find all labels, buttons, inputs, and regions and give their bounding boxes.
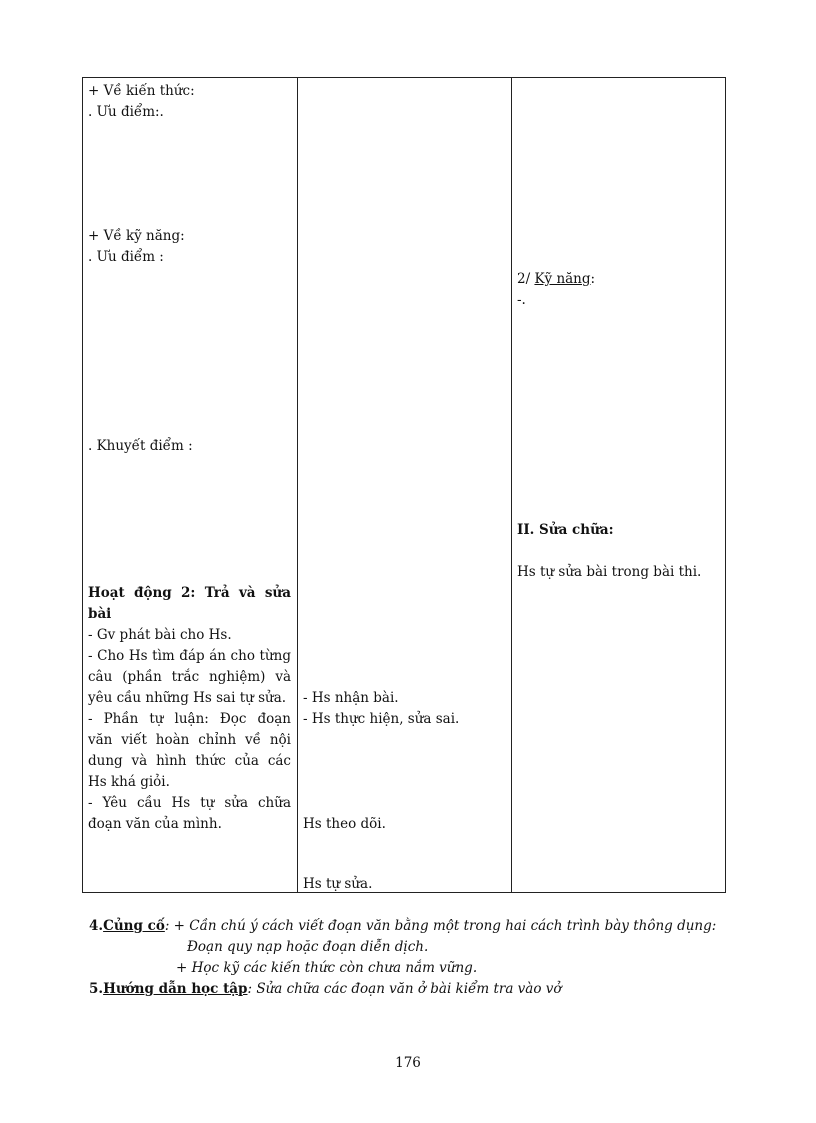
activity-line: yêu cầu những Hs sai tự sửa. xyxy=(88,690,287,706)
activity-line: đoạn văn của mình. xyxy=(88,816,222,832)
hs-theo-doi: Hs theo dõi. xyxy=(303,816,386,832)
ky-nang-heading: 2/ Kỹ năng: xyxy=(517,271,596,287)
activity-line: Hs khá giỏi. xyxy=(88,774,170,790)
activity-line: - Yêu cầu Hs tự sửa chữa xyxy=(88,795,291,811)
huong-dan-line: 5.Hướng dẫn học tập: Sửa chữa các đoạn văn ở bài kiểm tra vào vở xyxy=(89,981,562,997)
column-divider-1 xyxy=(297,78,298,892)
hoat-dong-2-heading: Hoạt động 2: Trả và sửa xyxy=(88,585,291,601)
activity-line: dung và hình thức của các xyxy=(88,753,291,769)
hs-nhan-bai: - Hs nhận bài. xyxy=(303,690,399,706)
uu-diem-ky-nang: . Ưu điểm : xyxy=(88,249,164,265)
ve-kien-thuc-heading: + Về kiến thức: xyxy=(88,83,195,99)
column-divider-2 xyxy=(511,78,512,892)
cung-co-line: 4.Củng cố: + Cần chú ý cách viết đoạn văn bằng một trong hai cách trình bày thông dụng: xyxy=(89,918,717,934)
sua-chua-heading: II. Sửa chữa: xyxy=(517,522,614,538)
activity-line: câu (phần trắc nghiệm) và xyxy=(88,669,291,685)
hoat-dong-2-heading-cont: bài xyxy=(88,606,112,622)
page-number: 176 xyxy=(395,1055,421,1071)
ky-nang-dash: -. xyxy=(517,292,526,308)
hs-tu-sua: Hs tự sửa. xyxy=(303,876,373,892)
sua-chua-text: Hs tự sửa bài trong bài thi. xyxy=(517,564,702,580)
activity-line: văn viết hoàn chỉnh về nội xyxy=(88,732,291,748)
activity-line: - Gv phát bài cho Hs. xyxy=(88,627,232,643)
cung-co-label: Củng cố xyxy=(103,918,165,934)
hs-thuc-hien: - Hs thực hiện, sửa sai. xyxy=(303,711,460,727)
uu-diem-kien-thuc: . Ưu điểm:. xyxy=(88,104,164,120)
lesson-table xyxy=(82,77,726,893)
activity-line: - Cho Hs tìm đáp án cho từng xyxy=(88,648,291,664)
khuyet-diem: . Khuyết điểm : xyxy=(88,438,193,454)
cung-co-line-2: Đoạn quy nạp hoặc đoạn diễn dịch. xyxy=(187,939,429,955)
ve-ky-nang-heading: + Về kỹ năng: xyxy=(88,228,185,244)
activity-line: - Phần tự luận: Đọc đoạn xyxy=(88,711,291,727)
huong-dan-label: Hướng dẫn học tập xyxy=(103,981,248,997)
cung-co-line-3: + Học kỹ các kiến thức còn chưa nắm vững. xyxy=(176,960,478,976)
